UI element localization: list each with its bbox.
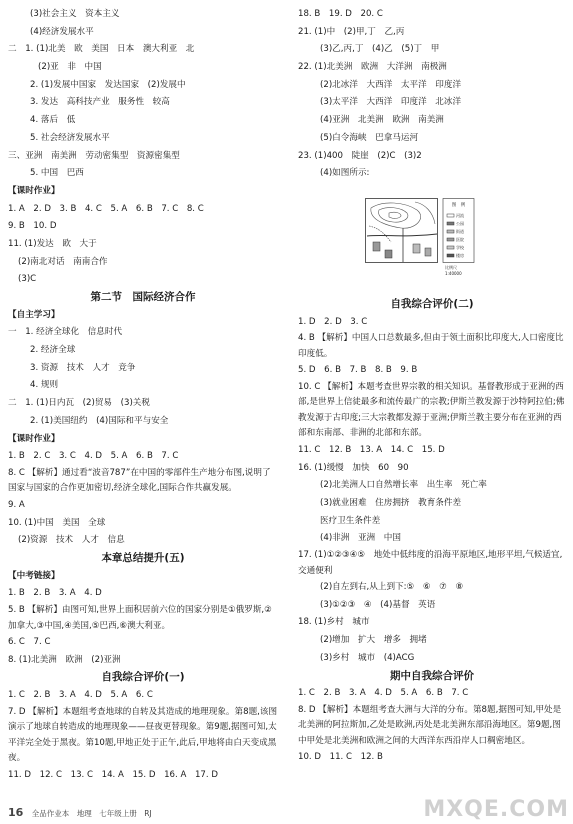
answer-line: 21. (1)中 (2)甲,丁 乙,丙 xyxy=(298,26,405,37)
section-heading: 本章总结提升(五) xyxy=(101,551,185,564)
section-heading: 自我综合评价(一) xyxy=(101,671,185,684)
answer-line: 二 1. (1)北美 欧 美国 日本 澳大利亚 北 xyxy=(8,44,195,55)
page-number: 16 xyxy=(8,806,24,819)
answer-line: 1. C 2. B 3. A 4. D 5. A 6. B 7. C xyxy=(298,688,469,699)
legend-item: 街道 xyxy=(456,229,464,234)
section-label: 【课时作业】 xyxy=(8,185,60,196)
answer-explanation: 8. C 【解析】通过看“波音787”在中国的零部件生产地分布图,说明了国家与国家的合作更加密切,经济全球化,国际合作共赢发展。 xyxy=(8,467,271,494)
legend-item: 公园 xyxy=(456,221,464,226)
answer-line: (3)乙,丙,丁 (4)乙 (5)丁 甲 xyxy=(320,44,440,55)
answer-line: 10. (1)中国 美国 全球 xyxy=(8,517,106,528)
legend-title: 图 例 xyxy=(451,203,466,208)
legend-item: 楼房 xyxy=(456,253,464,258)
answer-line: 6. C 7. C xyxy=(8,637,51,647)
answer-explanation: 8. D 【解析】本题组考查大洲与大洋的分布。第8题,据图可知,甲处是北美洲的阿拉斯加,乙处是欧洲,丙处是北美洲东部沿海地区。第9题,图中甲处是北美洲和欧洲之间的大西洋东西沿岸人口稠密地区。 xyxy=(298,704,562,746)
answer-line: (2)北美洲人口自然增长率 出生率 死亡率 xyxy=(320,480,487,491)
answer-line: 16. (1)缓慢 加快 60 90 xyxy=(298,462,409,473)
answer-line: (3)①②③ ④ (4)基督 英语 xyxy=(320,599,436,610)
answer-line: 18. B 19. D 20. C xyxy=(298,9,383,19)
answer-line: (4)经济发展水平 xyxy=(30,26,94,37)
section-heading: 第二节 国际经济合作 xyxy=(90,291,196,303)
legend-item: 医院 xyxy=(456,237,464,242)
answer-line: (2)增加 扩大 增多 拥堵 xyxy=(320,635,427,646)
answer-line: 1. D 2. D 3. C xyxy=(298,316,368,327)
section-label: 【课时作业】 xyxy=(8,433,60,444)
answer-line: 3. 资源 技术 人才 竞争 xyxy=(30,362,136,373)
answer-explanation: 4. B 【解析】中国人口总数最多,但由于领土面积比印度大,人口密度比印度低。 xyxy=(298,333,564,359)
section-label: 【自主学习】 xyxy=(8,309,60,320)
right-column xyxy=(298,6,566,767)
answer-line: 2. (1)发展中国家 发达国家 (2)发展中 xyxy=(30,79,186,90)
answer-line: 9. B 10. D xyxy=(8,221,57,232)
answer-line: 2. (1)美国纽约 (4)国际和平与安全 xyxy=(30,415,169,426)
answer-line: (2)资源 技术 人才 信息 xyxy=(18,535,125,546)
section-heading: 自我综合评价(二) xyxy=(390,297,474,310)
answer-line: 8. (1)北美洲 欧洲 (2)亚洲 xyxy=(8,654,121,665)
footer-text: 全品作业本 地理 七年级上册 RJ xyxy=(31,809,152,818)
answer-line: 1. A 2. D 3. B 4. C 5. A 6. B 7. C 8. C xyxy=(8,203,204,214)
answer-line: (5)白令海峡 巴拿马运河 xyxy=(320,132,419,143)
watermark: MXQE.COM xyxy=(423,797,569,822)
answer-explanation: 17. (1)①②③④⑤ 地处中低纬度的沿海平原地区,地形平坦,气候适宜,交通便利 xyxy=(298,550,563,576)
answer-line: (4)非洲 亚洲 中国 xyxy=(320,533,401,544)
answer-line: (4)亚洲 北美洲 欧洲 南美洲 xyxy=(320,115,444,126)
answer-line: 1. C 2. B 3. A 4. D 5. A 6. C xyxy=(8,690,153,701)
section-label: 【中考链接】 xyxy=(8,570,60,581)
section-heading: 期中自我综合评价 xyxy=(390,669,474,682)
answer-line: 1. B 2. C 3. C 4. D 5. A 6. B 7. C xyxy=(8,451,179,462)
map-figure xyxy=(365,198,475,278)
answer-line: (2)北冰洋 大西洋 太平洋 印度洋 xyxy=(320,79,462,90)
answer-line: 5. D 6. B 7. B 8. B 9. B xyxy=(298,365,418,376)
answer-line: (2)南北对话 南南合作 xyxy=(18,256,108,267)
answer-line: 9. A xyxy=(8,499,25,510)
answer-line: 4. 规则 xyxy=(30,380,59,391)
answer-line: 22. (1)北美洲 欧洲 大洋洲 南极洲 xyxy=(298,62,447,73)
answer-line: (3)C xyxy=(18,274,37,285)
answer-line: 4. 落后 低 xyxy=(30,115,76,126)
answer-line: (3)社会主义 资本主义 xyxy=(30,9,120,19)
answer-line: 一 1. 经济全球化 信息时代 xyxy=(8,327,123,338)
answer-line: 11. C 12. B 13. A 14. C 15. D xyxy=(298,444,445,455)
legend-item: 河流 xyxy=(456,213,464,218)
answer-line: (2)亚 非 中国 xyxy=(38,62,102,73)
answer-line: 11. D 12. C 13. C 14. A 15. D 16. A 17. D xyxy=(8,769,218,780)
legend-item: 学校 xyxy=(456,245,464,250)
answer-line: (3)太平洋 大西洋 印度洋 北冰洋 xyxy=(320,97,462,108)
answer-line: (3)乡村 城市 (4)ACG xyxy=(320,652,415,663)
left-column xyxy=(8,6,278,784)
answer-line: 1. B 2. B 3. A 4. D xyxy=(8,588,102,599)
answer-line: 三、亚洲 南美洲 劳动密集型 资源密集型 xyxy=(8,150,180,161)
answer-line: 2. 经济全球 xyxy=(30,345,76,356)
answer-line: 二 1. (1)日内瓦 (2)贸易 (3)关税 xyxy=(8,398,150,409)
answer-line: 5. 社会经济发展水平 xyxy=(30,132,110,143)
scale-value: 1:40000 xyxy=(445,271,462,276)
answer-line: 11. (1)发达 欧 大于 xyxy=(8,238,97,249)
answer-line: 23. (1)400 陡崖 (2)C (3)2 xyxy=(298,150,422,161)
scale-label: 比例尺 xyxy=(445,265,457,270)
answer-line: (4)如图所示: xyxy=(320,168,370,179)
answer-line: 18. (1)乡村 城市 xyxy=(298,617,370,628)
contour-map xyxy=(365,198,475,278)
answer-line: 3. 发达 高科技产业 服务性 较高 xyxy=(30,97,170,108)
answer-explanation: 10. C 【解析】本题考查世界宗教的相关知识。基督教形成于亚洲的西部,是世界上信徒最多和流传最广的宗教;伊斯兰教发源于沙特阿拉伯;佛教发源于古印度;三大宗教都发源于亚洲;伊斯兰教主要分布在亚洲的西部和东南部、非洲的北部和东部。 xyxy=(298,381,565,439)
answer-line: 5. 中国 巴西 xyxy=(30,168,84,179)
answer-line: (3)就业困难 住房拥挤 教育条件差 xyxy=(320,498,462,508)
answer-line: 医疗卫生条件差 xyxy=(320,515,381,526)
answer-explanation: 5. B 【解析】由图可知,世界上面积居前六位的国家分别是①俄罗斯,②加拿大,③中国,④美国,⑤巴西,⑥澳大利亚。 xyxy=(8,605,272,631)
answer-explanation: 7. D 【解析】本题组考查地球的自转及其造成的地理现象。第8题,该图演示了地球自转造成的地理现象——昼夜更替现象。第9题,据图可知,太平洋完全处于黑夜。第10题,甲地正处于正午,此后,甲地将由白天变成黑夜。 xyxy=(8,706,278,764)
answer-line: 10. D 11. C 12. B xyxy=(298,752,383,763)
answer-line: (2)自左到右,从上到下:⑤ ⑥ ⑦ ⑧ xyxy=(320,582,464,593)
